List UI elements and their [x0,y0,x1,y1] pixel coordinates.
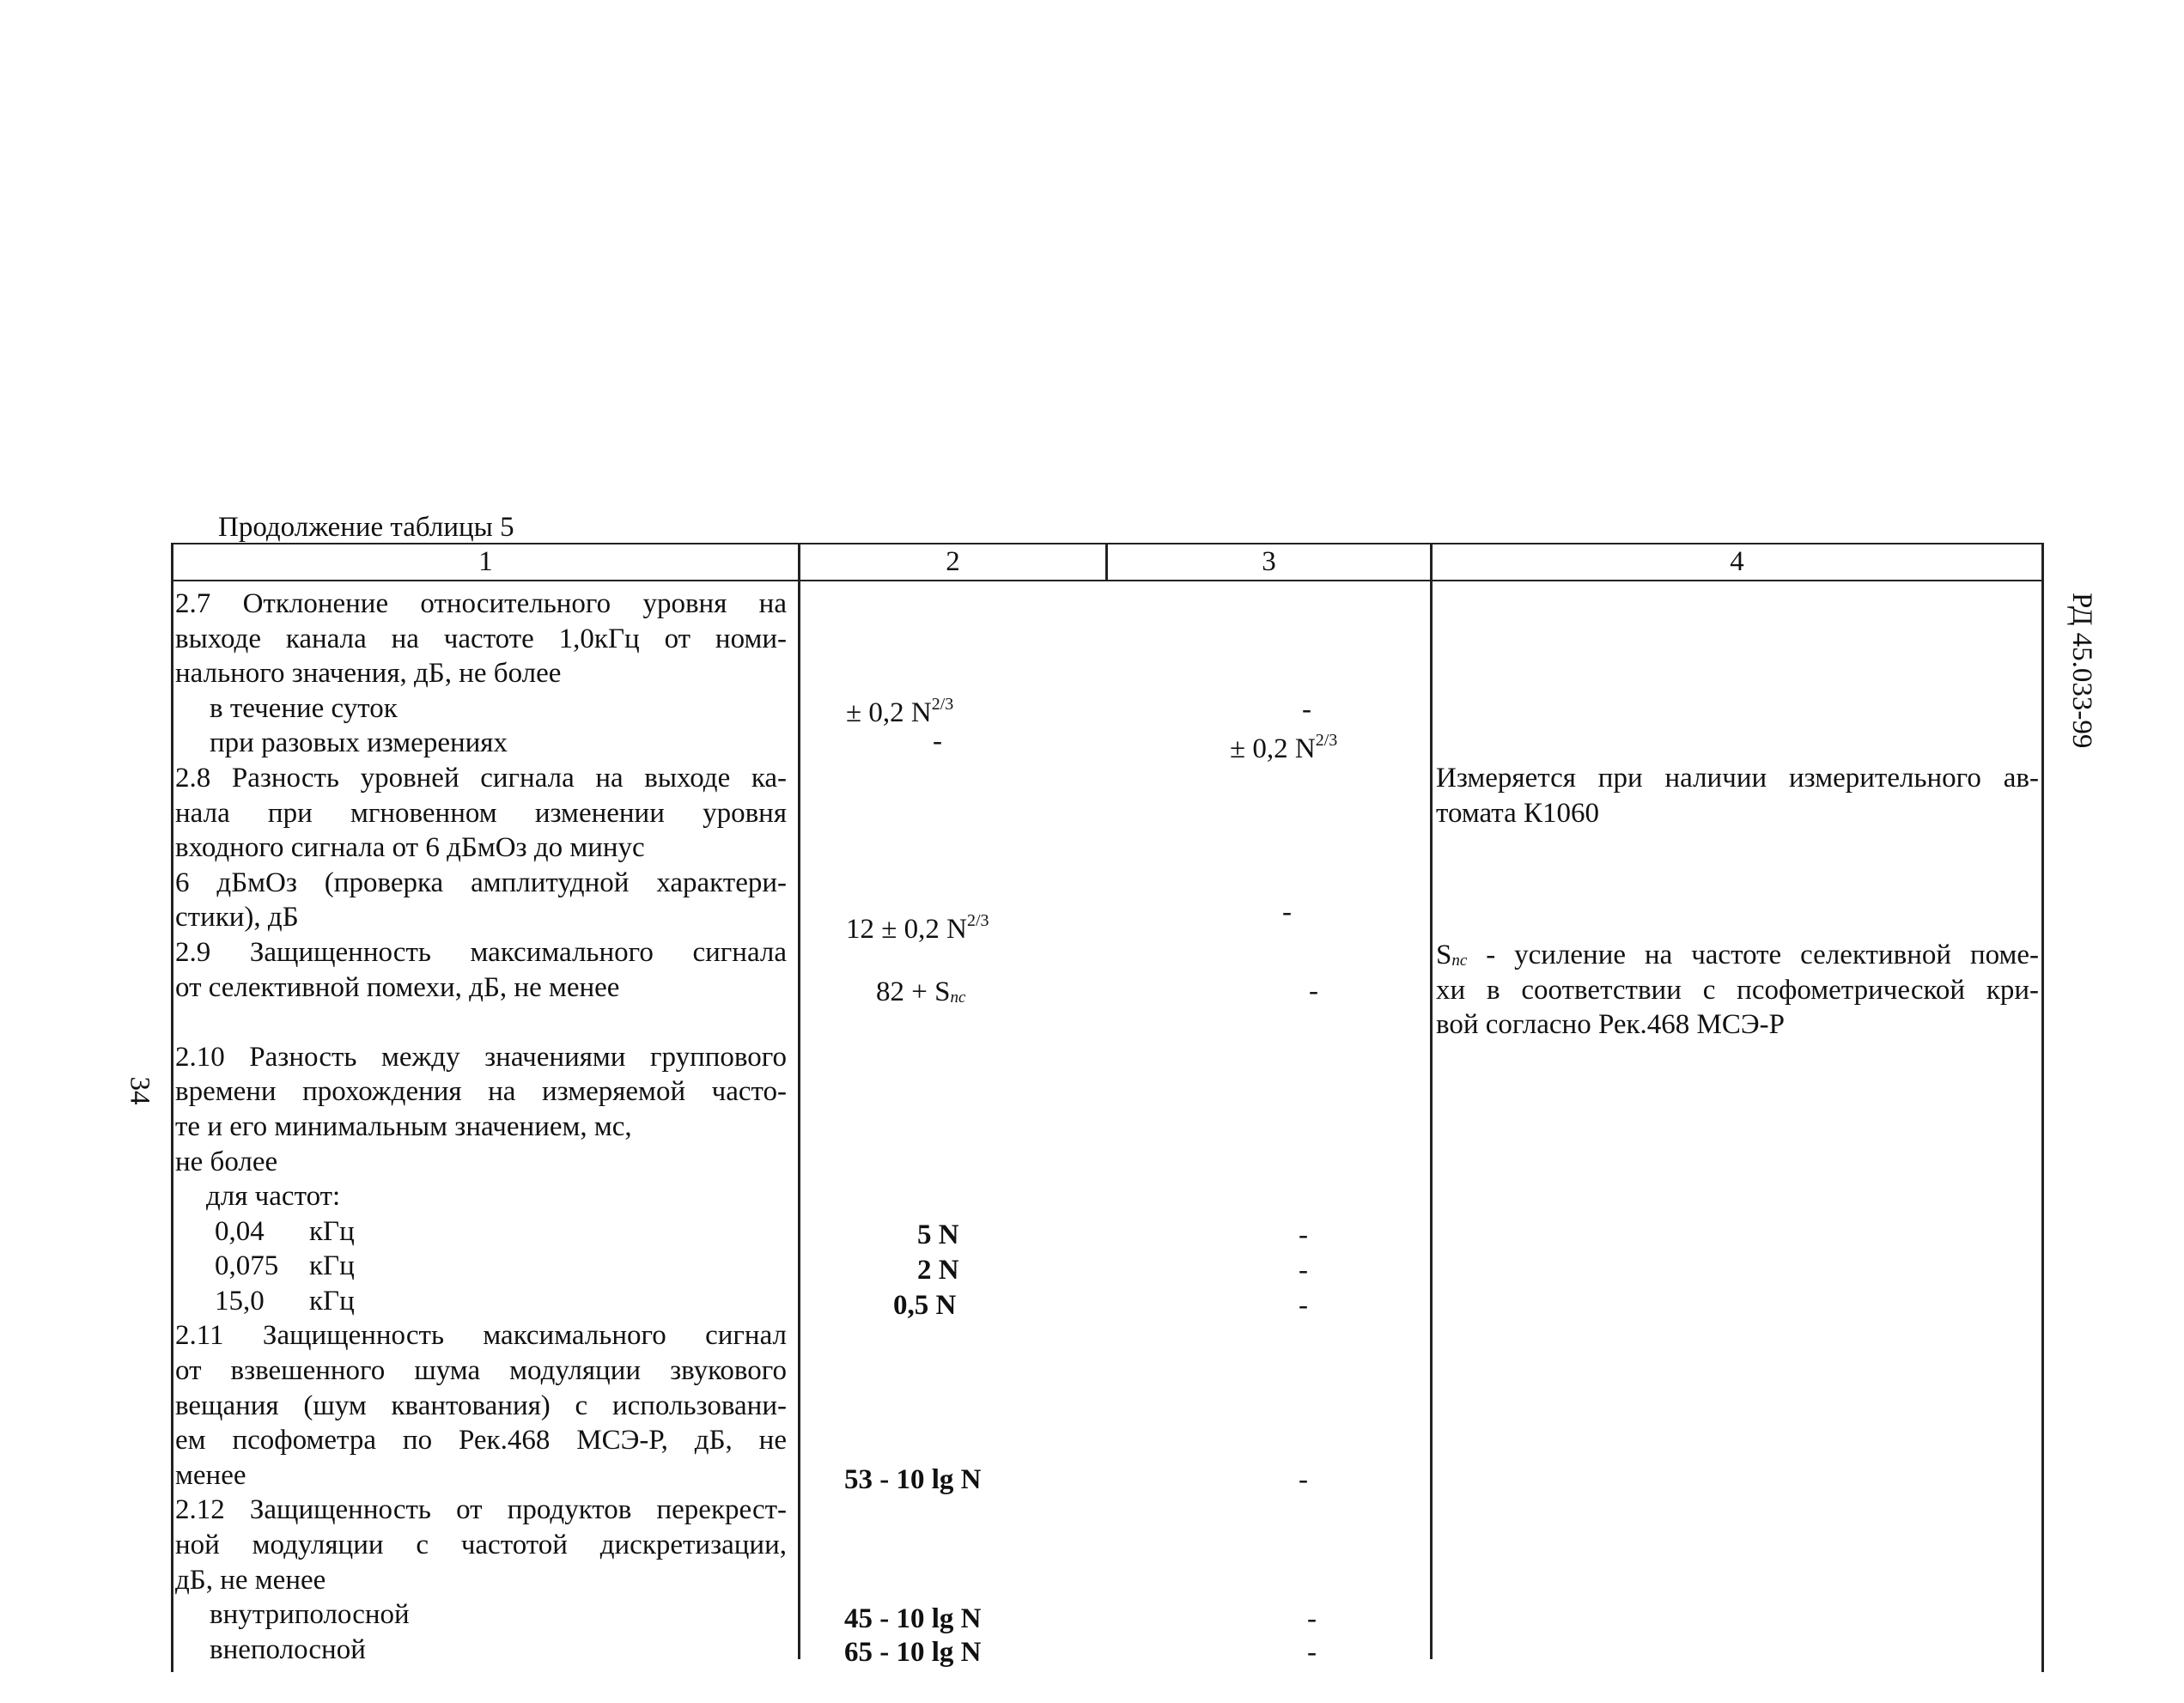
row-text-line: 2.10 Разность между значениями группового [175,1041,787,1073]
row-text-line: для частот: [206,1181,341,1213]
col3-r27-day: - [1302,694,1311,725]
header-col-1: 1 [478,546,493,577]
row-text-line: ем псофометра по Рек.468 МСЭ-Р, дБ, не [175,1425,787,1457]
col3-f3: - [1299,1290,1308,1321]
page-number: 34 [124,1076,155,1105]
row-text-line: 2.9 Защищенность максимального сигнала [175,936,787,968]
note-line: вой согласно Рек.468 МСЭ-Р [1436,1009,1786,1041]
table-left-border [171,543,173,1672]
frequency-unit: кГц [309,1215,355,1247]
row-text-line: внеполосной [210,1633,366,1665]
col2-r28 [846,903,989,946]
col3-f1: - [1299,1219,1308,1250]
exponent: 2/3 [931,695,954,714]
note-line: Измеряется при наличии измерительного ав- [1436,763,2039,794]
col4-r28-note [1436,761,2039,830]
subscript: пс [950,988,966,1007]
column-divider-1-2 [798,543,800,1659]
row-text-line: стики), дБ [175,902,299,934]
column-1-text [175,587,787,1667]
table-right-border [2041,543,2044,1672]
header-col-3: 3 [1262,546,1276,577]
row-text-line: выходе канала на частоте 1,0кГц от номи- [175,623,787,654]
column-divider-3-4 [1430,543,1433,1659]
header-col-2: 2 [946,546,960,577]
table-caption: Продолжение таблицы 5 [218,512,514,543]
col2-r211: 53 - 10 lg N [844,1464,982,1495]
row-text-line: 2.8 Разность уровней сигнала на выходе ка- [175,762,787,794]
exponent: 2/3 [966,911,989,930]
exponent: 2/3 [1315,731,1338,750]
col3-r27-single [1230,723,1337,766]
header-col-4: 4 [1730,546,1744,577]
frequency-line [175,1284,787,1319]
table-header-bottom-border [172,580,2042,581]
row-text-line: нала при мгновенном изменении уровня [175,797,787,829]
row-text-line: нального значения, дБ, не более [175,658,562,690]
row-text-line [175,1005,787,1040]
note-line [1436,938,2039,973]
symbol: S [1436,940,1452,970]
row-text-line: 2.7 Отклонение относительного уровня на [175,588,787,619]
row-text-line: от селективной помехи, дБ, не менее [175,971,620,1003]
frequency-value: 0,075 [215,1250,279,1282]
col2-r29 [876,975,965,1015]
frequency-unit: кГц [309,1285,355,1317]
row-text-line: вещания (шум квантования) с использовани- [175,1390,787,1421]
row-text-line: ной модуляции с частотой дискретизации, [175,1530,787,1561]
row-text-line: в течение суток [210,692,398,724]
col2-f3: 0,5 N [893,1290,957,1321]
document-code: РД 45.033-99 [2066,593,2097,749]
frequency-line [175,1214,787,1250]
col2-f1: 5 N [917,1219,959,1250]
row-text-line: 2.11 Защищенность максимального сигнал [175,1320,787,1352]
row-text-line: менее [175,1459,246,1491]
col2-f2: 2 N [917,1255,959,1286]
col2-r27-single: - [933,726,942,757]
col2-r212-out: 65 - 10 lg N [844,1637,982,1668]
row-text-line: от взвешенного шума модуляции звукового [175,1355,787,1387]
col3-r29: - [1309,976,1318,1007]
frequency-value: 15,0 [215,1285,265,1317]
note-line: томата К1060 [1436,797,1600,829]
col3-r211: - [1299,1464,1308,1495]
row-text-line: дБ, не менее [175,1564,326,1596]
col3-r28: - [1282,897,1292,928]
row-text-line: те и его минимальным значением, мс, [175,1110,632,1142]
frequency-line [175,1249,787,1284]
value-text: ± 0,2 N [846,697,932,728]
row-text-line: входного сигнала от 6 дБмОз до минус [175,832,645,864]
value-text: 12 ± 0,2 N [846,914,967,945]
col3-r212-in: - [1307,1603,1317,1634]
note-text: - усиление на частоте селективной поме- [1467,940,2039,970]
row-text-line: внутриполосной [210,1599,410,1631]
col4-r29-note [1436,938,2039,1043]
row-text-line: 6 дБмОз (проверка амплитудной характери- [175,867,787,898]
row-text-line: не более [175,1146,278,1177]
col2-r212-in: 45 - 10 lg N [844,1603,982,1634]
frequency-unit: кГц [309,1250,355,1282]
row-text-line: 2.12 Защищенность от продуктов перекрест- [175,1494,787,1526]
row-text-line: времени прохождения на измеряемой часто- [175,1076,787,1108]
row-text-line: при разовых измерениях [210,727,508,759]
value-text: 82 + S [876,976,951,1007]
col3-f2: - [1299,1255,1308,1286]
value-text: ± 0,2 N [1230,733,1316,764]
frequency-value: 0,04 [215,1215,265,1247]
col3-r212-out: - [1307,1637,1317,1668]
note-line: хи в соответствии с псофометрической кри- [1436,974,2039,1006]
subscript: пс [1451,952,1468,970]
